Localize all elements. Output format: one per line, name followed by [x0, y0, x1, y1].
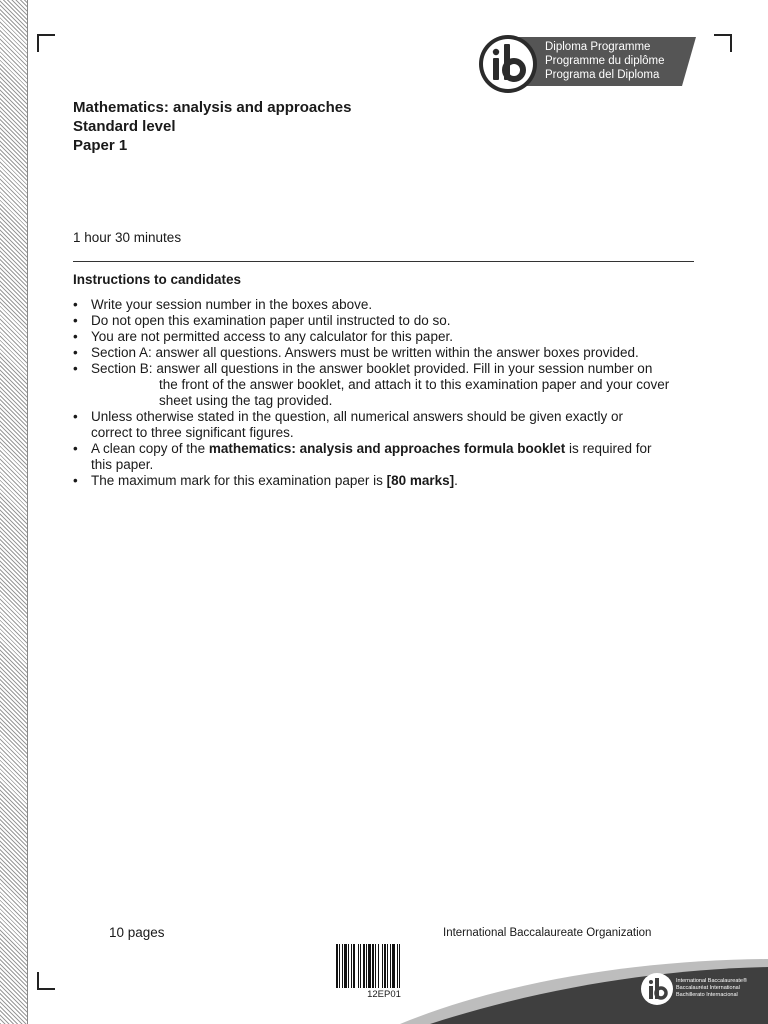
- instruction-item: • Write your session number in the boxes above.: [73, 297, 703, 313]
- marks-value: [80 marks]: [386, 473, 455, 488]
- organization-name: International Baccalaureate Organization: [443, 927, 652, 939]
- exam-duration: 1 hour 30 minutes: [73, 230, 182, 245]
- crop-mark-top-right: [714, 34, 732, 52]
- left-margin-pattern: [0, 0, 28, 1024]
- instruction-item-numerical: [73, 409, 703, 441]
- paper-title: Paper 1: [73, 137, 128, 154]
- instruction-item: • Section A: answer all questions. Answers must be written within the answer boxes provided.: [73, 345, 703, 361]
- marks-post: .: [454, 473, 458, 488]
- ib-diploma-logo: [478, 34, 696, 94]
- crop-mark-top-left: [37, 34, 55, 52]
- booklet-name: mathematics: analysis and approaches formula booklet: [208, 441, 566, 456]
- exam-title-block: [73, 98, 351, 155]
- ib-small-logo-graphic: [640, 972, 674, 1006]
- small-logo-line-2: Baccalauréat International: [676, 985, 740, 991]
- section-b-line-2: the front of the answer booklet, and attach it to this examination paper and your cover: [159, 377, 670, 392]
- instruction-item-booklet: [73, 441, 703, 473]
- instructions-list: [73, 297, 703, 489]
- small-logo-line-1: International Baccalaureate®: [676, 978, 748, 984]
- page-count: 10 pages: [109, 925, 165, 940]
- instruction-item-section-b: [73, 361, 703, 409]
- logo-line-2: Programme du diplôme: [545, 55, 665, 67]
- instructions-heading: Instructions to candidates: [73, 272, 242, 287]
- numerical-line-2: correct to three significant figures.: [91, 425, 294, 440]
- level-title: Standard level: [73, 118, 176, 135]
- booklet-line-2: this paper.: [91, 457, 154, 472]
- section-b-label: Section B:: [91, 361, 153, 376]
- booklet-pre: A clean copy of the: [91, 441, 209, 456]
- instruction-item-marks: [73, 473, 703, 489]
- divider-line: [73, 261, 694, 262]
- instruction-item: • You are not permitted access to any calculator for this paper.: [73, 329, 703, 345]
- section-b-line-1: answer all questions in the answer booklet provided. Fill in your session number on: [156, 361, 653, 376]
- crop-mark-bottom-left: [37, 972, 55, 990]
- small-logo-line-3: Bachillerato Internacional: [676, 992, 738, 998]
- instruction-item: • Do not open this examination paper until instructed to do so.: [73, 313, 703, 329]
- logo-line-1: Diploma Programme: [545, 41, 651, 53]
- marks-pre: The maximum mark for this examination paper is: [91, 473, 387, 488]
- section-b-line-3: sheet using the tag provided.: [159, 393, 333, 408]
- subject-title: Mathematics: analysis and approaches: [73, 99, 352, 116]
- booklet-post: is required for: [565, 441, 652, 456]
- numerical-line-1: • Unless otherwise stated in the question, all numerical answers should be given exactly or: [91, 409, 624, 424]
- ib-footer-logo: [640, 972, 760, 1008]
- barcode-text: 12EP01: [367, 989, 401, 1000]
- logo-line-3: Programa del Diploma: [545, 69, 660, 81]
